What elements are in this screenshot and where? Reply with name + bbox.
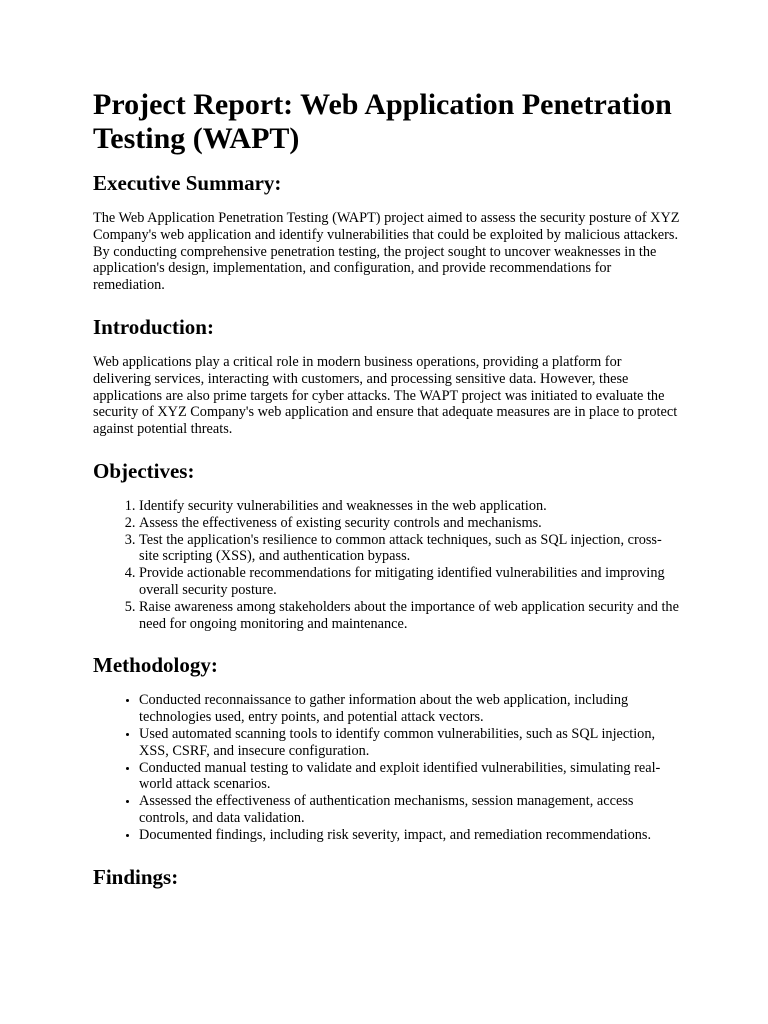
objective-item: 2. Assess the effectiveness of existing security controls and mechanisms. [139,515,680,532]
executive-summary-body: The Web Application Penetration Testing (WAPT) project aimed to assess the security posture of XYZ Company's web application and identify vulnerabilities that could be exploited by malicious attackers. By conducting comprehensive penetration testing, the project sought to uncover weaknesses in the application's design, implementation, and configuration, and provide recommendations for remediation. [93,210,680,294]
objective-item: 5. Raise awareness among stakeholders about the importance of web application security and the need for ongoing monitoring and maintenance. [139,599,680,633]
methodology-item: • Conducted manual testing to validate and exploit identified vulnerabilities, simulating real-world attack scenarios. [139,760,680,794]
objectives-list [93,498,680,632]
objectives-heading: Objectives: [93,458,195,483]
executive-summary-heading: Executive Summary: [93,171,282,195]
objective-item: 4. Provide actionable recommendations for mitigating identified vulnerabilities and improving overall security posture. [139,565,680,599]
methodology-heading: Methodology: [93,653,218,678]
introduction-body: Web applications play a critical role in modern business operations, providing a platform for delivering services, interacting with customers, and processing sensitive data. However, these applications are also prime targets for cyber attacks. The WAPT project was initiated to evaluate the security of XYZ Company's web application and ensure that adequate measures are in place to protect against potential threats. [93,353,678,438]
methodology-item: • Used automated scanning tools to identify common vulnerabilities, such as SQL injection, XSS, CSRF, and insecure configuration. [139,726,680,760]
objective-item: 3. Test the application's resilience to common attack techniques, such as SQL injection, cross-site scripting (XSS), and authentication bypass. [139,532,680,566]
objective-item: 1. Identify security vulnerabilities and weaknesses in the web application. [139,498,680,515]
methodology-item: • Documented findings, including risk severity, impact, and remediation recommendations. [139,827,680,844]
methodology-list [93,692,680,843]
methodology-item: • Conducted reconnaissance to gather information about the web application, including technologies used, entry points, and potential attack vectors. [139,692,680,726]
introduction-heading: Introduction: [93,314,214,339]
methodology-item: • Assessed the effectiveness of authentication mechanisms, session management, access controls, and data validation. [139,793,680,827]
findings-heading: Findings: [93,864,179,889]
document-title: Project Report: Web Application Penetration Testing (WAPT) [93,88,672,155]
